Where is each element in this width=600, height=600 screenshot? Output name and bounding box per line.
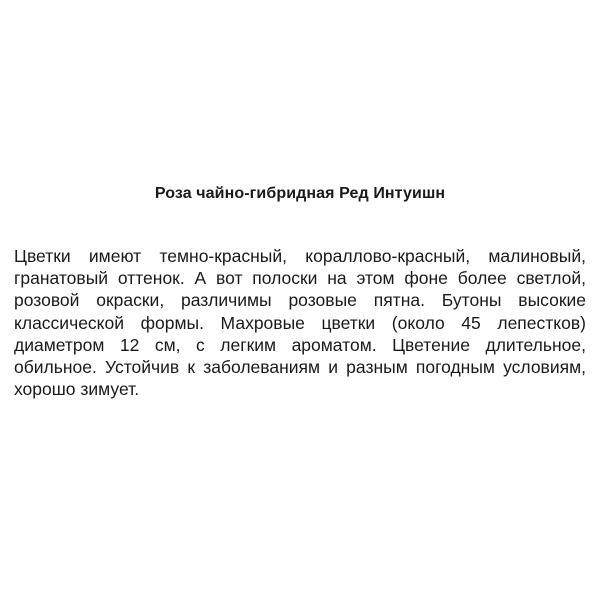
document-title: Роза чайно-гибридная Ред Интуишн: [154, 185, 446, 202]
description-paragraph: Цветки имеют темно-красный, кораллово-красный, малиновый, гранатовый оттенок. А вот полоски на этом фоне более светлой, розовой окраски, различимы розовые пятна. Бутоны высокие классической формы. Махровые цветки (около 45 лепестков) диаметром 12 см, с легким ароматом. Цветение длительное, обильное. Устойчив к заболеваниям и разным погодным условиям, хорошо зимует.: [14, 246, 586, 400]
